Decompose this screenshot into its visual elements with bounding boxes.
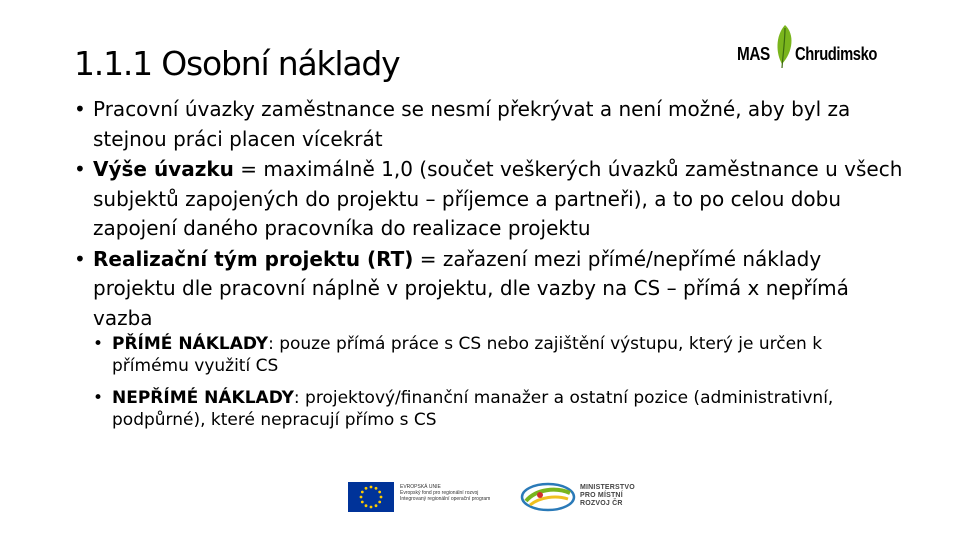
bullet-bold-term: Realizační tým projektu (RT) (93, 246, 414, 271)
slide-body (74, 95, 904, 441)
eu-line-1: EVROPSKÁ UNIE (400, 484, 441, 490)
bullet-bold-term: NEPŘÍMÉ NÁKLADY (112, 388, 294, 408)
bullet-marker: • (74, 157, 86, 181)
bullet-bold-term: PŘÍMÉ NÁKLADY (112, 334, 269, 354)
footer-logos (348, 481, 652, 513)
sub-bullet-list (93, 333, 904, 431)
bullet-list (74, 95, 904, 431)
leaf-icon (773, 24, 795, 70)
bullet-marker: • (93, 388, 104, 408)
bullet-text: Pracovní úvazky zaměstnance se nesmí překrývat a není možné, aby byl za stejnou práci placen vícekrát (93, 97, 851, 151)
sub-bullet-prime-naklady (93, 333, 904, 377)
logo-text-mas: MAS (737, 44, 770, 64)
bullet-marker: • (74, 97, 86, 121)
ministry-text (580, 484, 635, 508)
ministry-logo-icon (520, 481, 576, 513)
ministry-line-3: ROZVOJ ČR (580, 500, 623, 507)
mas-chrudimsko-logo (735, 24, 885, 74)
slide-title: 1.1.1 Osobní náklady (74, 44, 400, 84)
bullet-text: : pouze přímá práce s CS nebo zajištění výstupu, který je určen k přímému využití CS (112, 334, 823, 376)
bullet-marker: • (93, 334, 104, 354)
bullet-text: = maximálně 1,0 (součet veškerých úvazků zaměstnance u všech subjektů zapojených do projektu – příjemce a partneři), a to po celou dobu zapojení daného pracovníka do realizace projektu (93, 157, 903, 240)
bullet-item-uvazky (74, 95, 904, 154)
bullet-text: = zařazení mezi přímé/nepřímé náklady projektu dle pracovní náplně v projektu, dle vazby na CS – přímá x nepřímá vazba (93, 246, 849, 330)
ministry-line-1: MINISTERSTVO (580, 484, 635, 491)
sub-bullet-neprime-naklady (93, 387, 904, 431)
bullet-marker: • (74, 246, 86, 271)
bullet-bold-term: Výše úvazku (93, 157, 234, 181)
bullet-item-realizacni-tym (74, 245, 904, 432)
eu-line-3: Integrovaný regionální operační program (400, 496, 491, 502)
logo-text-chrudimsko: Chrudimsko (795, 44, 878, 64)
bullet-item-vyse-uvazku (74, 155, 904, 244)
eu-line-2: Evropský fond pro regionální rozvoj (400, 490, 479, 496)
eu-flag-icon (348, 482, 394, 512)
bullet-text: : projektový/finanční manažer a ostatní pozice (administrativní, podpůrné), které nepracují přímo s CS (112, 388, 834, 430)
ministry-line-2: PRO MÍSTNÍ (580, 492, 623, 499)
